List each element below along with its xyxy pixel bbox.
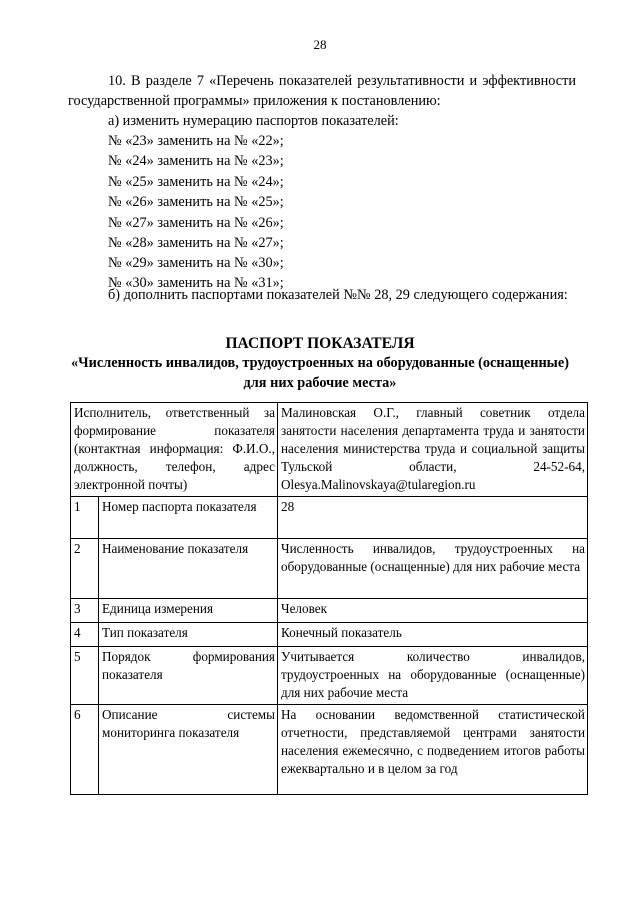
page-number: 28 (313, 37, 327, 52)
replacement-line: № «24» заменить на № «23»; (108, 153, 284, 169)
intro-paragraph: 10. В разделе 7 «Перечень показателей результативности и эффективности государственной программы» приложения к постановлению: (68, 73, 576, 110)
replacement-line: № «30» заменить на № «31»; (108, 275, 284, 291)
table-row (71, 647, 588, 705)
row-number: 4 (71, 623, 99, 647)
row-number: 5 (71, 647, 99, 705)
row-value: Численность инвалидов, трудоустроенных на оборудованные (оснащенные) для них рабочие места (278, 539, 588, 599)
replacement-line: № «23» заменить на № «22»; (108, 133, 284, 149)
passport-table (70, 402, 588, 795)
row-value: Учитывается количество инвалидов, трудоустроенных на оборудованные (оснащенные) для них рабочие места (278, 647, 588, 705)
row-label: Номер паспорта показателя (99, 497, 278, 539)
replacement-line: № «28» заменить на № «27»; (108, 235, 284, 251)
replacement-line: № «26» заменить на № «25»; (108, 194, 284, 210)
row-label: Порядок формирования показателя (99, 647, 278, 705)
row-value: На основании ведомственной статистической отчетности, представляемой центрами занятости населения ежемесячно, с подведением итогов работы ежеквартально и в целом за год (278, 705, 588, 795)
table-row (71, 497, 588, 539)
row-value: Конечный показатель (278, 623, 588, 647)
replacement-line: № «25» заменить на № «24»; (108, 174, 284, 190)
row-label: Наименование показателя (99, 539, 278, 599)
table-row (71, 705, 588, 795)
replacement-line: № «27» заменить на № «26»; (108, 215, 284, 231)
table-row (71, 623, 588, 647)
row-number: 3 (71, 599, 99, 623)
row-label: Описание системы мониторинга показателя (99, 705, 278, 795)
executor-label: Исполнитель, ответственный за формирование показателя (контактная информация: Ф.И.О., должность, телефон, адрес электронной почты) (71, 403, 278, 497)
row-value: Человек (278, 599, 588, 623)
row-label: Тип показателя (99, 623, 278, 647)
row-number: 2 (71, 539, 99, 599)
row-number: 6 (71, 705, 99, 795)
replacement-line: № «29» заменить на № «30»; (108, 255, 284, 271)
passport-title: ПАСПОРТ ПОКАЗАТЕЛЯ (225, 335, 415, 352)
row-number: 1 (71, 497, 99, 539)
table-row (71, 599, 588, 623)
item-b-paragraph: б) дополнить паспортами показателей №№ 28, 29 следующего содержания: (108, 287, 568, 303)
passport-subtitle: «Численность инвалидов, трудоустроенных на оборудованные (оснащенные) для них рабочие места» (71, 355, 569, 391)
table-row (71, 403, 588, 497)
row-label: Единица измерения (99, 599, 278, 623)
executor-value: Малиновская О.Г., главный советник отдела занятости населения департамента труда и занятости населения министерства труда и социальной защиты Тульской области, 24-52-64, Olesya.Malinovskaya@tularegion.ru (278, 403, 588, 497)
row-value: 28 (278, 497, 588, 539)
item-a-text: а) изменить нумерацию паспортов показателей: (108, 113, 399, 129)
table-row (71, 539, 588, 599)
